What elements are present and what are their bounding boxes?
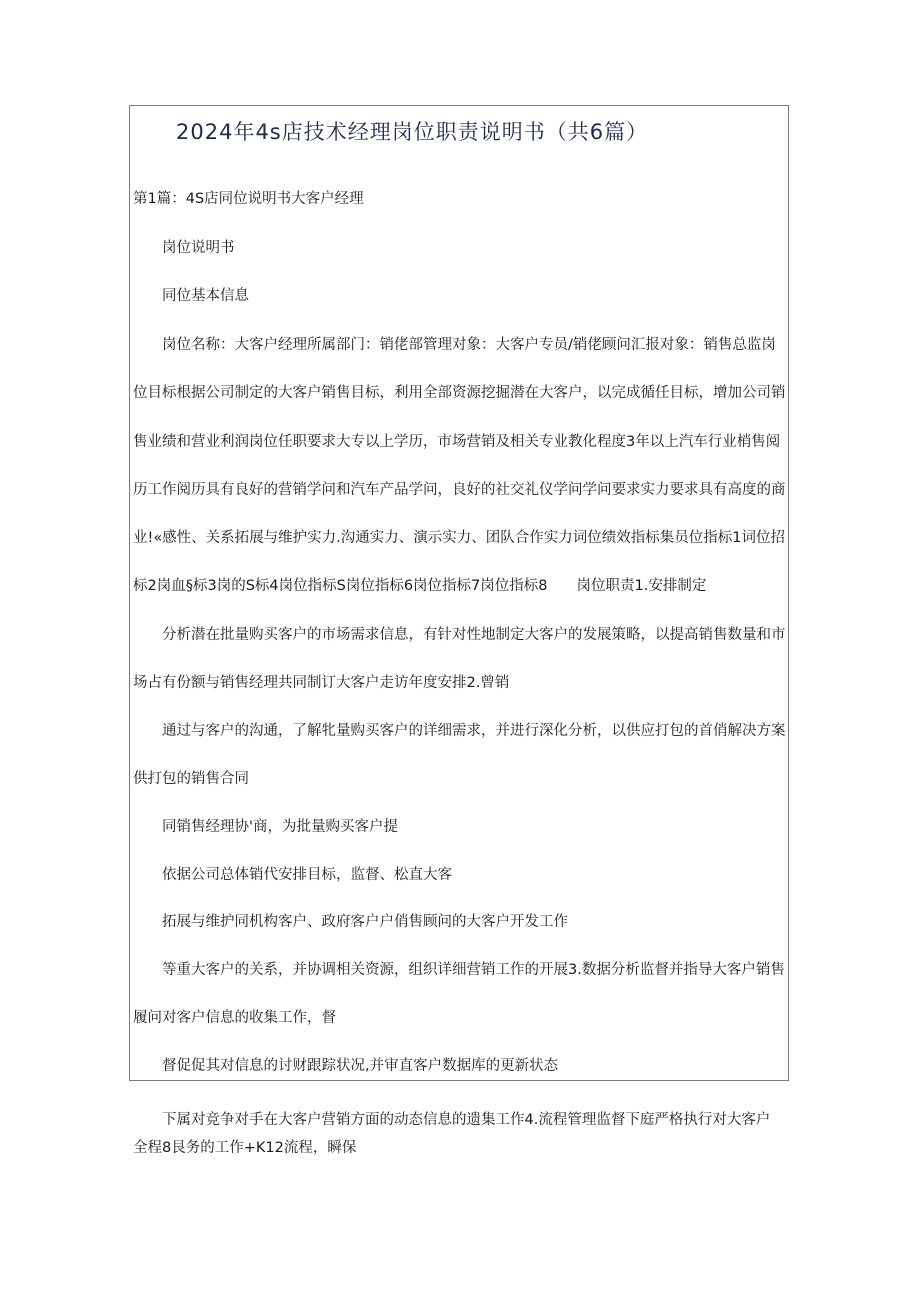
paragraph-line: 业!«感性、关系拓展与维护实力.沟通实力、演示实力、团队合作实力词位绩效指标集员位指标1词位招	[133, 530, 786, 546]
paragraph-line: 标2岗血§标3岗的S标4岗位指标S岗位指标6岗位指标7岗位指标8 岗位职责1.安排制定	[133, 578, 707, 594]
paragraph-line: 等重大客户的关系，并协调相关资源，组织详细营销工作的开展3.数据分析监督并指导大客户销售	[162, 962, 785, 978]
paragraph-line: 依据公司总体销代安排目标，监督、松直大客	[162, 867, 452, 883]
paragraph-line: 履问对客户信息的收集工作，督	[133, 1010, 336, 1026]
paragraph-line: 历工作阅历具有良好的营销学问和汽车产品学问，良好的社交礼仪学问学问要求实力要求具有高度的商	[133, 482, 786, 498]
paragraph-line: 同销售经理协'商，为批量购买客户提	[162, 819, 398, 835]
paragraph-line: 位目标根据公司制定的大客户销售目标，利用全部资源挖掘潜在大客户，以完成循任目标，增加公司销	[133, 385, 786, 401]
paragraph-line: 场占有份额与销售经理共同制订大客户走访年度安排2.曾销	[133, 675, 510, 691]
paragraph-line: 岗位说明书	[162, 240, 235, 256]
paragraph-line: 督促促其对信息的讨财跟踪状况,并审直客户数据库的更新状态	[162, 1058, 559, 1074]
paragraph-line: 全程8艮务的工作+K12流程，瞬保	[133, 1140, 357, 1156]
paragraph-line: 售业绩和营业利润岗位任职要求大专以上学历，市场营销及相关专业教化程度3年以上汽车行业梢售阅	[133, 434, 781, 450]
section-heading: 第1篇：4S店同位说明书大客户经理	[133, 191, 364, 207]
paragraph-line: 拓展与维护同机构客户、政府客户户俏售顾问的大客户开发工作	[162, 914, 568, 930]
paragraph-line: 供打包的销售合同	[133, 771, 249, 787]
paragraph-line: 下属对竞争对手在大客户营销方面的动态信息的遗集工作4.流程管理监督下庭严格执行对大客户	[162, 1112, 771, 1128]
paragraph-line: 岗位名称：大客户经理所属部门：销佬部管理对象：大客户专员/销佬顾问汇报对象：销售总监岗	[162, 337, 776, 353]
paragraph-line: 分析潜在批量购买客户的市场需求信息，有针对性地制定大客户的发展策略，以提高销售数量和市	[162, 627, 786, 643]
document-title: 2024年4s店技术经理岗位职责说明书（共6篇）	[176, 120, 649, 144]
paragraph-line: 同位基本信息	[162, 288, 249, 304]
paragraph-line: 通过与客户的沟通，了解牝量购买客户的详细需求，并进行深化分析，以供应打包的首俏解决方案	[162, 723, 786, 739]
